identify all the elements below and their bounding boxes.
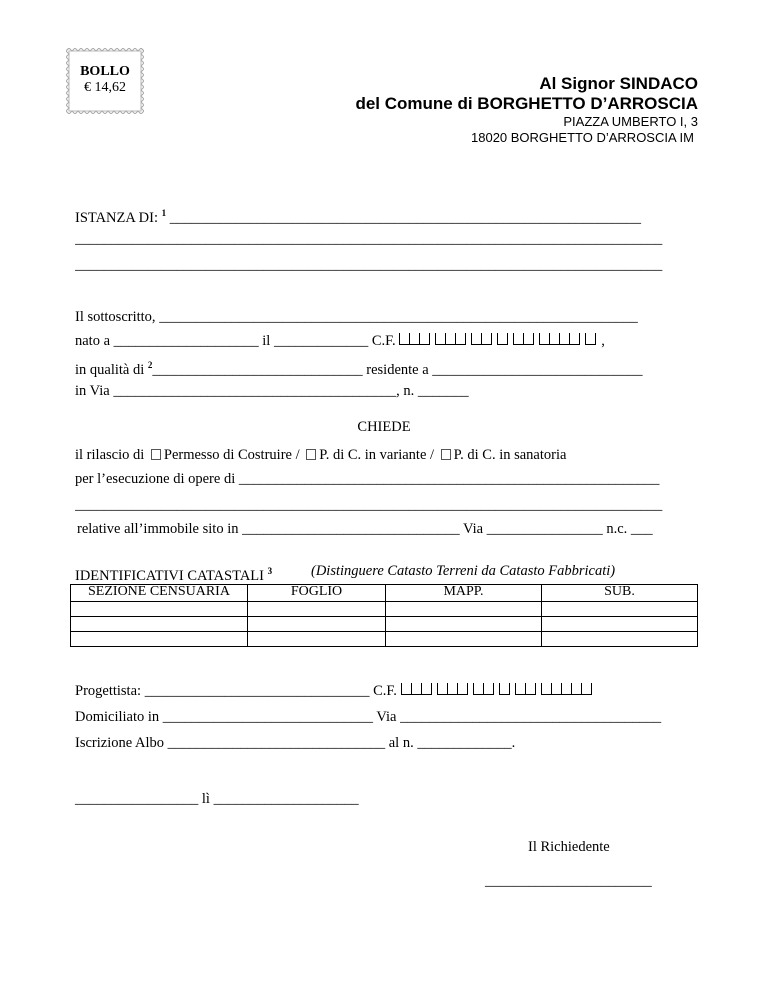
qualita-field[interactable]: _____________________________ xyxy=(152,361,363,378)
permesso-checkbox[interactable] xyxy=(151,449,161,460)
variante-checkbox[interactable] xyxy=(306,449,316,460)
istanza-field-line-3[interactable]: _________________________________________________________________________________ xyxy=(75,257,663,273)
civic-number-field[interactable]: _______ xyxy=(417,383,469,399)
progettista-row xyxy=(75,682,597,700)
footnote-3: 3 xyxy=(267,566,273,576)
li-label: lì xyxy=(201,791,210,807)
domicilio-field[interactable]: _____________________________ xyxy=(162,709,374,725)
footnote-2: 2 xyxy=(147,360,153,370)
istanza-label: ISTANZA DI: xyxy=(75,209,159,226)
chiede-heading: CHIEDE xyxy=(357,419,411,435)
albo-number-label: al n. xyxy=(388,735,414,751)
progettista-field[interactable]: _______________________________ xyxy=(144,683,370,699)
table-row xyxy=(71,632,698,647)
recipient-title: Al Signor SINDACO xyxy=(539,74,698,93)
catasto-heading xyxy=(75,562,272,585)
via-label: in Via xyxy=(75,383,110,399)
nato-row xyxy=(75,332,605,350)
immobile-via-field[interactable]: ________________ xyxy=(486,521,603,537)
stamp-amount: € 14,62 xyxy=(84,80,126,95)
header-sezione: SEZIONE CENSUARIA xyxy=(71,585,248,602)
recipient-comune: del Comune di BORGHETTO D’ARROSCIA xyxy=(355,94,698,113)
domicilio-row xyxy=(75,708,661,726)
n-label: , n. xyxy=(396,383,415,399)
header-sub: SUB. xyxy=(542,585,698,602)
via-row xyxy=(75,382,469,400)
richiedente-label: Il Richiedente xyxy=(528,839,610,855)
table-cell[interactable] xyxy=(542,602,698,617)
nc-field[interactable]: ___ xyxy=(630,521,653,537)
domicilio-label: Domiciliato in xyxy=(75,709,160,725)
domicilio-via-field[interactable]: ____________________________________ xyxy=(400,709,662,725)
table-cell[interactable] xyxy=(71,602,248,617)
stamp-title: BOLLO xyxy=(80,64,130,79)
immobile-via-label: Via xyxy=(462,521,484,537)
table-cell[interactable] xyxy=(542,617,698,632)
via-field[interactable]: _______________________________________ xyxy=(113,383,397,399)
table-cell[interactable] xyxy=(248,617,386,632)
table-row xyxy=(71,602,698,617)
table-cell[interactable] xyxy=(248,632,386,647)
esecuzione-field[interactable]: __________________________________________________________ xyxy=(238,471,660,487)
sottoscritto-label: Il sottoscritto, xyxy=(75,309,156,325)
codice-fiscale-boxes[interactable] xyxy=(399,332,601,350)
immobile-row xyxy=(77,520,653,538)
esecuzione-field-line-2[interactable]: _________________________________________________________________________________ xyxy=(75,497,663,513)
permesso-label: Permesso di Costruire xyxy=(163,447,292,463)
immobile-field[interactable]: ______________________________ xyxy=(242,521,460,537)
date-field[interactable]: ____________________ xyxy=(213,791,359,807)
recipient-address-city: 18020 BORGHETTO D’ARROSCIA IM xyxy=(471,130,694,145)
signature-field[interactable]: _______________________ xyxy=(485,873,652,889)
cf-trail: , xyxy=(601,333,605,349)
table-cell[interactable] xyxy=(386,617,542,632)
table-cell[interactable] xyxy=(71,617,248,632)
rilascio-row xyxy=(75,446,566,464)
table-row xyxy=(71,617,698,632)
variante-label: P. di C. in variante xyxy=(319,447,427,463)
cf-label: C.F. xyxy=(371,333,396,349)
istanza-field-line-2[interactable]: _________________________________________________________________________________ xyxy=(75,231,663,247)
sottoscritto-field[interactable]: __________________________________________________________________ xyxy=(159,309,638,325)
place-field[interactable]: _________________ xyxy=(75,791,199,807)
esecuzione-label: per l’esecuzione di opere di xyxy=(75,471,236,487)
albo-row xyxy=(75,734,515,752)
residente-field[interactable]: _____________________________ xyxy=(432,361,643,378)
progettista-cf-label: C.F. xyxy=(373,683,397,699)
nato-label: nato a xyxy=(75,333,111,349)
table-cell[interactable] xyxy=(248,602,386,617)
table-cell[interactable] xyxy=(71,632,248,647)
istanza-field[interactable]: _________________________________________________________________ xyxy=(169,209,642,226)
domicilio-via-label: Via xyxy=(376,709,397,725)
albo-number-field[interactable]: _____________. xyxy=(417,735,516,751)
albo-label: Iscrizione Albo xyxy=(75,735,164,751)
esecuzione-row xyxy=(75,470,659,488)
birth-date-field[interactable]: _____________ xyxy=(273,333,369,349)
qualita-label: in qualità di xyxy=(75,361,145,378)
recipient-address-street: PIAZZA UMBERTO I, 3 xyxy=(563,114,698,129)
nc-label: n.c. xyxy=(606,521,628,537)
progettista-cf-boxes[interactable] xyxy=(401,682,597,700)
immobile-label: relative all’immobile sito in xyxy=(77,521,239,537)
progettista-label: Progettista: xyxy=(75,683,142,699)
separator: / xyxy=(295,447,300,463)
sottoscritto-row xyxy=(75,308,638,326)
place-date-row xyxy=(75,790,359,808)
catasto-note: (Distinguere Catasto Terreni da Catasto Fabbricati) xyxy=(311,563,616,579)
qualita-row xyxy=(75,356,643,379)
rilascio-label: il rilascio di xyxy=(75,447,145,463)
residente-label: residente a xyxy=(366,361,429,378)
table-cell[interactable] xyxy=(386,632,542,647)
revenue-stamp-box xyxy=(66,48,144,114)
nato-field[interactable]: ____________________ xyxy=(113,333,259,349)
albo-field[interactable]: ______________________________ xyxy=(167,735,386,751)
header-mapp: MAPP. xyxy=(386,585,542,602)
table-cell[interactable] xyxy=(542,632,698,647)
sanatoria-checkbox[interactable] xyxy=(441,449,451,460)
sanatoria-label: P. di C. in sanatoria xyxy=(453,447,567,463)
header-foglio: FOGLIO xyxy=(248,585,386,602)
separator: / xyxy=(430,447,435,463)
catasto-label: IDENTIFICATIVI CATASTALI xyxy=(75,567,264,584)
table-cell[interactable] xyxy=(386,602,542,617)
istanza-row xyxy=(75,204,641,227)
catasto-table xyxy=(70,584,698,647)
footnote-1: 1 xyxy=(161,208,167,218)
il-label: il xyxy=(262,333,271,349)
